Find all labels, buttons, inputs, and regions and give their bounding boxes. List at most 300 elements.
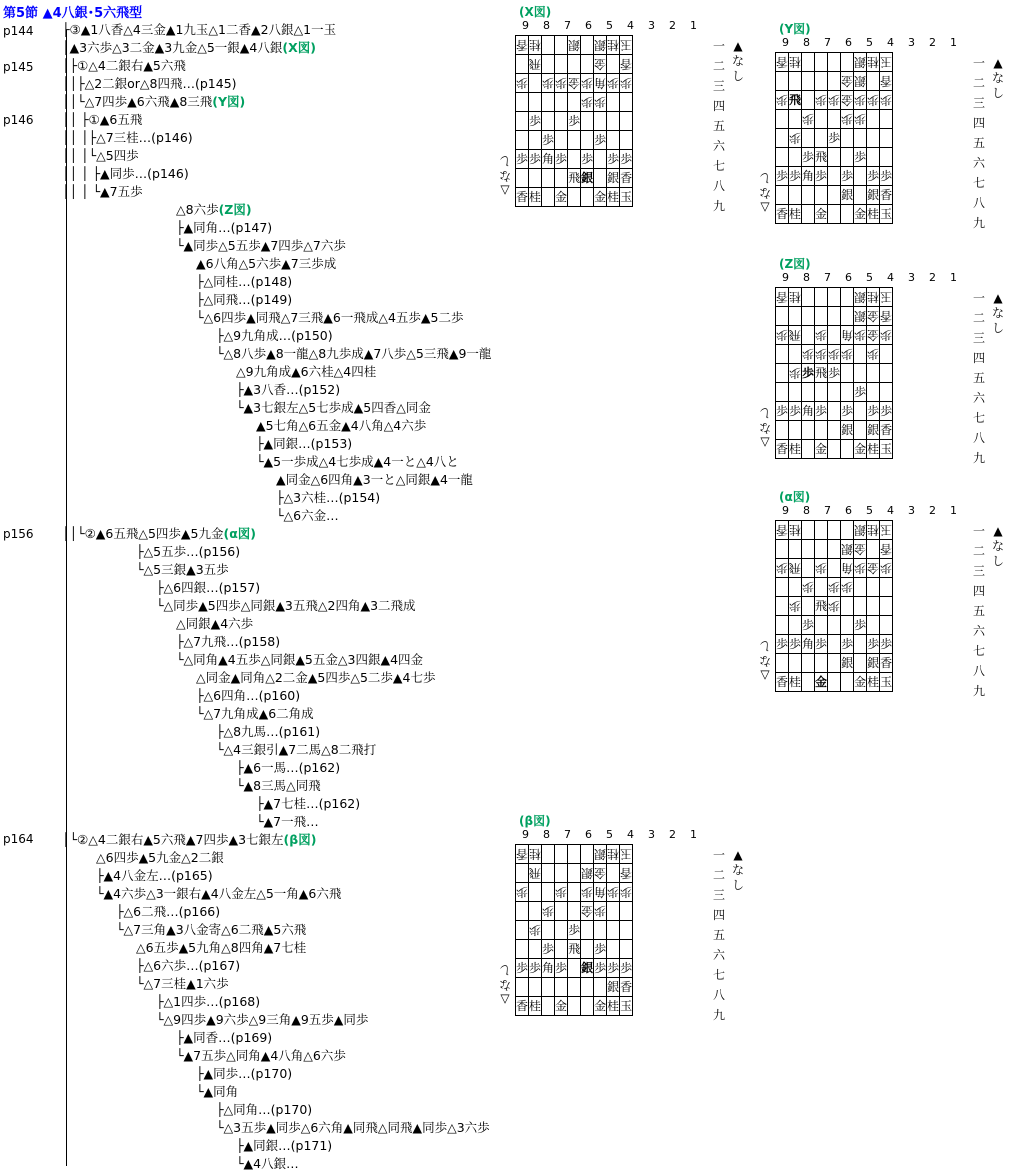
board-square [815,559,828,578]
shogi-piece: 桂 [789,207,802,221]
board-square [594,74,607,93]
board-square [607,883,620,902]
move-line [236,1138,332,1153]
board-square [828,364,841,383]
shogi-piece: 歩 [568,923,581,937]
board-square [529,131,542,150]
file-label: 3 [908,504,915,517]
rank-label: 一 [973,291,986,305]
board-square [841,540,854,559]
board-square [776,72,789,91]
board-square [802,635,815,654]
board-square [568,74,581,93]
shogi-piece: 香 [880,188,893,202]
file-label: 1 [690,19,697,32]
rank-label: 二 [973,76,986,90]
board-square [568,36,581,55]
file-label: 7 [564,19,571,32]
shogi-piece: 桂 [529,38,542,52]
rank-label: 五 [713,928,726,942]
move-text: △6四歩▲5九金△2二銀 [96,850,224,865]
board-square [581,93,594,112]
board-square [802,186,815,205]
board-square [568,150,581,169]
board-square [581,921,594,940]
board-square [828,654,841,673]
board-square [542,864,555,883]
move-line [196,706,314,721]
board-square [594,902,607,921]
board-square [542,74,555,93]
board-square [594,55,607,74]
board-square [802,521,815,540]
shogi-piece: 玉 [620,190,633,204]
shogi-piece: 飛 [789,561,802,575]
board-square [542,978,555,997]
page-number: p145 [3,60,34,74]
file-label: 4 [627,828,634,841]
shogi-piece: 歩 [529,152,542,166]
shogi-piece: 金 [841,93,854,107]
board-square [542,997,555,1016]
board-square [516,112,529,131]
shogi-piece: 歩 [620,152,633,166]
rank-label: 八 [713,988,726,1002]
file-label: 8 [543,828,550,841]
board-square [776,148,789,167]
board-square [529,959,542,978]
move-line [62,166,189,181]
board-grid [775,287,893,459]
gote-hand: △なし [759,171,772,215]
move-text: ├△6二飛…(p166) [116,904,221,919]
board-square [815,186,828,205]
board-square [529,883,542,902]
board-square [880,326,893,345]
board-square [880,440,893,459]
board-square [776,521,789,540]
shogi-piece: 金 [854,442,867,456]
shogi-piece: 玉 [880,207,893,221]
board-square [542,921,555,940]
file-label: 1 [950,271,957,284]
shogi-piece: 銀 [854,523,867,537]
board-square [776,91,789,110]
board-square [841,616,854,635]
move-text: └▲7五歩△同角▲4八角△6六歩 [176,1048,346,1063]
board-square [815,635,828,654]
shogi-piece: 歩 [594,904,607,918]
board-square [802,597,815,616]
file-label: 4 [887,36,894,49]
board-square [620,921,633,940]
board-square [867,129,880,148]
board-square [880,521,893,540]
move-line [256,436,352,451]
board-square [880,402,893,421]
board-square [581,978,594,997]
shogi-piece: 歩 [815,328,828,342]
rank-label: 五 [973,136,986,150]
rank-label: 三 [973,96,986,110]
move-line [256,418,426,433]
board-square [880,364,893,383]
rank-label: 九 [713,1008,726,1022]
shogi-piece: 歩 [776,328,789,342]
shogi-piece: 角 [542,961,555,975]
board-square [867,654,880,673]
move-line [236,760,340,775]
board-square [529,169,542,188]
move-line [176,1030,272,1045]
move-text: ├△8九馬…(p161) [216,724,321,739]
move-line [176,220,272,235]
board-square [555,150,568,169]
board-square [776,559,789,578]
diagram-ref: (β図) [283,832,317,847]
file-label: 5 [866,271,873,284]
rank-label: 七 [713,159,726,173]
board-title: (Z図) [779,257,811,271]
board-square [620,150,633,169]
board-square [880,578,893,597]
board-square [880,654,893,673]
move-text: ├▲3八香…(p152) [236,382,341,397]
shogi-piece: 歩 [854,112,867,126]
shogi-piece: 香 [776,675,789,689]
board-square [854,383,867,402]
file-label: 4 [887,271,894,284]
board-square [815,364,828,383]
board-square [620,978,633,997]
shogi-piece: 香 [880,656,893,670]
move-line [256,796,360,811]
board-square [542,112,555,131]
shogi-piece: 歩 [867,169,880,183]
board-square [867,421,880,440]
shogi-piece: 歩 [802,112,815,126]
board-square [555,55,568,74]
move-text: │├①△4二銀右▲5六飛 [62,58,186,73]
shogi-piece: 角 [802,404,815,418]
file-label: 2 [669,19,676,32]
rank-label: 四 [713,99,726,113]
board-square [828,440,841,459]
board-square [776,654,789,673]
board-square [555,997,568,1016]
shogi-piece: 歩 [841,580,854,594]
shogi-piece: 桂 [529,190,542,204]
board-square [529,997,542,1016]
shogi-piece: 飛 [568,171,581,185]
move-text: ├▲7七桂…(p162) [256,796,361,811]
move-text: └▲3七銀左△5七歩成▲5四香△同金 [236,400,431,415]
shogi-piece: 金 [867,328,880,342]
move-line [62,40,316,55]
board-square [880,129,893,148]
rank-label: 一 [973,56,986,70]
board-square [776,167,789,186]
board-square [815,167,828,186]
board-square [542,131,555,150]
board-square [516,845,529,864]
rank-label: 二 [713,868,726,882]
rank-label: 九 [973,684,986,698]
shogi-piece: 銀 [568,38,581,52]
shogi-piece: 歩 [581,885,594,899]
board-square [854,421,867,440]
shogi-piece: 香 [776,55,789,69]
board-square [529,978,542,997]
shogi-piece: 桂 [867,442,880,456]
board-square [581,883,594,902]
board-square [516,36,529,55]
board-square [516,188,529,207]
board-square [607,112,620,131]
rank-label: 四 [713,908,726,922]
board-square [516,93,529,112]
board-square [854,129,867,148]
move-text: ▲6八角△5六歩▲7三歩成 [196,256,337,271]
shogi-piece: 銀 [867,423,880,437]
move-text: △6五歩▲5九角△8四角▲7七桂 [136,940,307,955]
move-text: └△8八歩▲8一龍△8九歩成▲7八歩△5三飛▲9一龍 [216,346,492,361]
file-label: 8 [803,271,810,284]
shogi-piece: 銀 [594,38,607,52]
shogi-piece: 香 [516,999,529,1013]
file-label: 6 [585,19,592,32]
board-square [828,421,841,440]
move-text: └▲8三馬△同飛 [236,778,321,793]
shogi-piece: 香 [620,866,633,880]
shogi-piece: 歩 [841,637,854,651]
shogi-piece: 歩 [620,76,633,90]
rank-label: 九 [973,451,986,465]
file-label: 5 [866,504,873,517]
move-line [216,346,491,361]
shogi-piece: 歩 [516,152,529,166]
board-square [867,72,880,91]
board-square [607,55,620,74]
move-line [156,598,416,613]
shogi-piece: 銀 [581,171,594,185]
board-square [776,578,789,597]
move-text: └△6六金… [276,508,339,523]
move-text: └▲同角 [196,1084,239,1099]
move-line [216,742,376,757]
move-line [176,1048,346,1063]
shogi-piece: 飛 [789,93,802,107]
board-square [568,978,581,997]
shogi-piece: 香 [776,290,789,304]
board-square [542,940,555,959]
board-square [581,131,594,150]
board-square [516,864,529,883]
board-square [828,186,841,205]
board-square [815,110,828,129]
board-square [802,559,815,578]
shogi-piece: 歩 [802,150,815,164]
shogi-piece: 歩 [607,152,620,166]
board-square [568,845,581,864]
file-label: 1 [950,36,957,49]
board-square [776,129,789,148]
shogi-piece: 桂 [867,207,880,221]
board-square [854,186,867,205]
board-square [854,540,867,559]
shogi-piece: 桂 [867,675,880,689]
board-square [594,188,607,207]
shogi-piece: 桂 [789,675,802,689]
shogi-piece: 歩 [529,961,542,975]
move-text: ││ ├①▲6五飛 [62,112,143,127]
board-square [607,169,620,188]
board-square [828,597,841,616]
file-label: 7 [824,504,831,517]
board-square [841,326,854,345]
move-text: ├△6四角…(p160) [196,688,301,703]
board-square [880,167,893,186]
board-square [802,288,815,307]
board-square [620,864,633,883]
shogi-piece: 銀 [867,188,880,202]
board-square [555,902,568,921]
board-square [620,93,633,112]
board-grid [775,520,893,692]
board-square [542,959,555,978]
board-square [854,440,867,459]
board-square [581,55,594,74]
move-text: △9九角成▲6六桂△4四桂 [236,364,377,379]
board-square [607,959,620,978]
board-square [802,383,815,402]
board-square [529,36,542,55]
board-square [568,112,581,131]
move-text: ├▲同角…(p147) [176,220,273,235]
file-label: 8 [803,36,810,49]
shogi-piece: 歩 [880,328,893,342]
file-label: 6 [845,36,852,49]
shogi-piece: 玉 [620,999,633,1013]
board-square [594,93,607,112]
board-square [854,616,867,635]
board-square [854,673,867,692]
board-square [841,578,854,597]
board-square [620,55,633,74]
board-square [867,167,880,186]
shogi-piece: 香 [776,442,789,456]
shogi-piece: 歩 [789,404,802,418]
board-square [841,673,854,692]
shogi-piece: 香 [776,207,789,221]
shogi-piece: 歩 [776,404,789,418]
move-line [176,202,252,217]
move-line [216,724,320,739]
move-text: ││ │├△7三桂…(p146) [62,130,193,145]
board-square [802,364,815,383]
move-line [236,1156,299,1171]
shogi-piece: 銀 [841,188,854,202]
board-square [555,921,568,940]
rank-label: 四 [973,584,986,598]
board-square [854,345,867,364]
board-square [516,921,529,940]
move-line [116,904,220,919]
shogi-piece: 桂 [789,442,802,456]
board-square [867,440,880,459]
shogi-piece: 金 [854,542,867,556]
board-square [568,188,581,207]
shogi-piece: 歩 [516,961,529,975]
board-square [867,402,880,421]
shogi-piece: 歩 [854,328,867,342]
board-square [594,883,607,902]
board-square [516,902,529,921]
board-square [620,131,633,150]
board-square [815,129,828,148]
board-square [841,402,854,421]
move-text: └△7九角成▲6二角成 [196,706,314,721]
file-label: 1 [950,504,957,517]
shogi-piece: 歩 [776,93,789,107]
shogi-piece: 歩 [607,961,620,975]
shogi-piece: 飛 [529,866,542,880]
move-text: ├△3六桂…(p154) [276,490,381,505]
shogi-piece: 金 [568,76,581,90]
board-square [880,559,893,578]
board-square [620,112,633,131]
board-square [841,559,854,578]
diagram-ref: (Z図) [218,202,252,217]
board-square [776,186,789,205]
board-square [789,53,802,72]
board-square [555,74,568,93]
board-square [880,345,893,364]
board-square [802,326,815,345]
board-square [828,383,841,402]
shogi-piece: 歩 [555,961,568,975]
board-square [594,169,607,188]
shogi-piece: 銀 [854,309,867,323]
shogi-piece: 桂 [607,190,620,204]
move-line [236,400,431,415]
board-square [789,521,802,540]
shogi-piece: 歩 [828,366,841,380]
board-square [581,169,594,188]
board-square [581,74,594,93]
move-line [62,112,142,127]
rank-label: 三 [713,888,726,902]
board-square [802,540,815,559]
board-square [828,148,841,167]
board-square [880,421,893,440]
move-line [176,634,280,649]
shogi-piece: 歩 [620,961,633,975]
board-square [607,921,620,940]
board-square [568,131,581,150]
board-square [620,959,633,978]
board-square [594,112,607,131]
shogi-piece: 香 [776,523,789,537]
rank-label: 六 [973,624,986,638]
board-square [555,112,568,131]
file-label: 6 [845,271,852,284]
shogi-piece: 金 [581,904,594,918]
rank-label: 六 [713,948,726,962]
board-square [880,540,893,559]
rank-label: 一 [713,39,726,53]
board-square [776,205,789,224]
